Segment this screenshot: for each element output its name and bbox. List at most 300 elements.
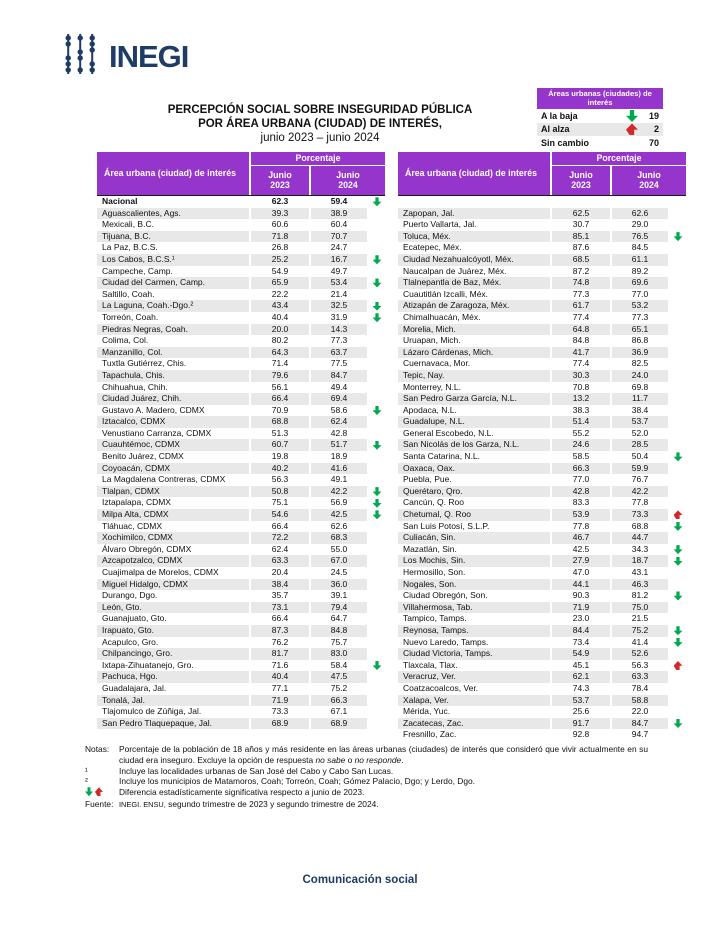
table-row bbox=[398, 219, 686, 231]
table-row bbox=[97, 567, 385, 579]
significant-decrease-arrow-icon bbox=[674, 545, 683, 554]
city-name-cell: Manzanillo, Col. bbox=[97, 347, 249, 359]
table-row bbox=[398, 579, 686, 591]
arrow-cell bbox=[369, 428, 385, 440]
significant-decrease-arrow-icon bbox=[373, 278, 382, 287]
table-row bbox=[97, 706, 385, 718]
value-2023-cell: 71.4 bbox=[271, 358, 289, 369]
value-2024-cell: 77.0 bbox=[631, 288, 649, 299]
value-2023-cell: 62.3 bbox=[271, 196, 289, 206]
value-2023-cell: 73.3 bbox=[271, 706, 289, 717]
table-row bbox=[97, 289, 385, 301]
month-label: Junio bbox=[268, 170, 292, 180]
city-name-cell: Benito Juárez, CDMX bbox=[102, 451, 184, 462]
arrow-cell bbox=[670, 254, 686, 266]
value-2023-cell: 70.9 bbox=[271, 404, 289, 415]
table-row bbox=[398, 463, 686, 475]
significant-decrease-arrow-icon bbox=[674, 232, 683, 241]
table-row bbox=[398, 439, 686, 451]
value-2023-cell: 70.8 bbox=[572, 381, 590, 392]
value-2023-cell: 73.1 bbox=[251, 602, 309, 614]
city-name-cell: Villahermosa, Tab. bbox=[398, 602, 550, 614]
value-2024-cell: 53.4 bbox=[311, 277, 367, 289]
value-2024-cell: 77.5 bbox=[330, 358, 348, 369]
value-2024-cell: 38.4 bbox=[631, 404, 649, 415]
value-2024-cell: 82.5 bbox=[631, 358, 649, 369]
table-row bbox=[97, 416, 385, 428]
significant-decrease-arrow-icon bbox=[674, 591, 683, 600]
note-row bbox=[85, 787, 648, 799]
value-2023-cell: 64.8 bbox=[552, 324, 610, 336]
value-2024-cell: 29.0 bbox=[631, 219, 649, 230]
value-2023-cell: 51.4 bbox=[552, 416, 610, 428]
significant-decrease-arrow-icon bbox=[674, 452, 683, 461]
arrow-cell bbox=[670, 266, 686, 278]
table-row bbox=[97, 451, 385, 463]
value-2023-cell: 68.9 bbox=[251, 718, 309, 730]
city-name-cell: Lázaro Cárdenas, Mich. bbox=[398, 347, 550, 359]
value-2023-cell: 64.3 bbox=[251, 347, 309, 359]
arrow-cell bbox=[670, 208, 686, 220]
arrow-cell bbox=[670, 370, 686, 382]
significant-decrease-arrow-icon bbox=[373, 441, 382, 450]
value-2024-cell: 39.1 bbox=[330, 590, 348, 601]
table-row bbox=[97, 486, 385, 498]
table-row bbox=[97, 231, 385, 243]
table-row bbox=[398, 625, 686, 637]
table-row bbox=[398, 497, 686, 509]
arrow-cell bbox=[670, 324, 686, 336]
value-2024-cell: 75.7 bbox=[330, 636, 348, 647]
summary-row bbox=[537, 123, 663, 137]
arrow-cell bbox=[369, 289, 385, 301]
arrow-cell bbox=[670, 637, 686, 649]
city-name-cell: Querétaro, Qro. bbox=[398, 486, 550, 498]
value-2023-cell: 81.7 bbox=[251, 648, 309, 660]
note-row bbox=[85, 744, 648, 766]
left-table-body bbox=[97, 195, 385, 729]
arrow-cell bbox=[369, 196, 385, 208]
value-2024-cell: 75.0 bbox=[612, 602, 668, 614]
table-row bbox=[97, 463, 385, 475]
value-2024-cell: 36.0 bbox=[311, 579, 367, 591]
table-row bbox=[398, 648, 686, 660]
table-row bbox=[398, 266, 686, 278]
arrow-cell bbox=[670, 660, 686, 672]
significant-increase-arrow-icon bbox=[674, 661, 683, 670]
arrow-cell bbox=[369, 347, 385, 359]
arrow-cell bbox=[670, 416, 686, 428]
value-2024-cell: 36.9 bbox=[612, 347, 668, 359]
arrow-cell bbox=[369, 706, 385, 718]
month-label: Junio bbox=[336, 170, 360, 180]
arrow-cell bbox=[369, 660, 385, 672]
significant-decrease-arrow-icon bbox=[373, 302, 382, 311]
arrow-cell bbox=[670, 451, 686, 463]
summary-box bbox=[537, 88, 663, 150]
value-2024-cell: 65.1 bbox=[612, 324, 668, 336]
column-header-junio-2024 bbox=[612, 166, 686, 195]
city-name-cell: Saltillo, Coah. bbox=[102, 288, 155, 299]
city-name-cell: Ciudad Juárez, Chih. bbox=[97, 393, 249, 405]
city-name-cell: Colima, Col. bbox=[102, 335, 149, 346]
city-name-cell: San Pedro Garza García, N.L. bbox=[398, 393, 550, 405]
table-row bbox=[97, 439, 385, 451]
significant-increase-arrow-icon bbox=[674, 510, 683, 519]
value-2024-cell: 68.9 bbox=[311, 718, 367, 730]
city-name-cell: Ciudad Obregón, Son. bbox=[403, 590, 488, 601]
city-name-cell: Torreón, Coah. bbox=[102, 311, 159, 322]
city-name-cell: Coyoacán, CDMX bbox=[97, 463, 249, 475]
value-2023-cell: 22.2 bbox=[271, 288, 289, 299]
value-2024-cell: 55.0 bbox=[330, 543, 348, 554]
table-row bbox=[398, 555, 686, 567]
note-text-segment: Porcentaje de la población de 18 años y más residente en las áreas urbanas (ciudades) de interés que consideró que vivir actualmente en su ciudad era inseguro. Excluye la opción de respuesta bbox=[119, 744, 648, 765]
note-text-segment: no sabe bbox=[315, 754, 346, 765]
value-2024-cell: 18.9 bbox=[330, 451, 348, 462]
significant-decrease-arrow-icon bbox=[373, 197, 382, 206]
value-2023-cell: 24.6 bbox=[552, 439, 610, 451]
table-row bbox=[398, 393, 686, 405]
significant-decrease-arrow-icon bbox=[373, 406, 382, 415]
city-name-cell: Tlajomulco de Zúñiga, Jal. bbox=[102, 706, 202, 717]
value-2023-cell: 72.2 bbox=[251, 532, 309, 544]
arrow-cell bbox=[369, 555, 385, 567]
city-name-cell: San Pedro Tlaquepaque, Jal. bbox=[97, 718, 249, 730]
value-2024-cell: 52.6 bbox=[612, 648, 668, 660]
value-2024-cell: 16.7 bbox=[311, 254, 367, 266]
arrow-cell bbox=[670, 532, 686, 544]
month-label: Junio bbox=[637, 170, 661, 180]
value-2024-cell: 58.8 bbox=[612, 695, 668, 707]
arrow-cell bbox=[670, 683, 686, 695]
value-2023-cell: 71.9 bbox=[251, 695, 309, 707]
value-2024-cell: 50.4 bbox=[631, 451, 649, 462]
arrow-cell bbox=[670, 695, 686, 707]
note-marker: Notas: bbox=[85, 744, 110, 754]
arrow-cell bbox=[670, 486, 686, 498]
title-line-2: POR ÁREA URBANA (CIUDAD) DE INTERÉS, bbox=[198, 118, 442, 130]
value-2024-cell: 84.8 bbox=[311, 625, 367, 637]
city-name-cell: Los Mochis, Sin. bbox=[398, 555, 550, 567]
significant-decrease-arrow-icon bbox=[373, 487, 382, 496]
table-row bbox=[97, 671, 385, 683]
value-2023-cell: 40.4 bbox=[271, 311, 289, 322]
table-row bbox=[97, 347, 385, 359]
value-2023-cell: 41.7 bbox=[552, 347, 610, 359]
table-row bbox=[398, 254, 686, 266]
arrow-cell bbox=[369, 463, 385, 475]
value-2023-cell: 83.3 bbox=[572, 497, 590, 508]
value-2023-cell: 40.2 bbox=[251, 463, 309, 475]
summary-row-label: A la baja bbox=[541, 110, 578, 121]
value-2023-cell: 54.9 bbox=[271, 265, 289, 276]
year-label: 2024 bbox=[338, 179, 358, 190]
city-name-cell: Zapopan, Jal. bbox=[398, 208, 550, 220]
value-2024-cell: 77.8 bbox=[631, 497, 649, 508]
table-row bbox=[398, 312, 686, 324]
title-line-1: PERCEPCIÓN SOCIAL SOBRE INSEGURIDAD PÚBLICA bbox=[167, 104, 473, 116]
city-name-cell: Zacatecas, Zac. bbox=[398, 718, 550, 730]
value-2024-cell: 46.3 bbox=[612, 579, 668, 591]
value-2024-cell: 21.5 bbox=[631, 613, 649, 624]
value-2024-cell: 18.7 bbox=[612, 555, 668, 567]
arrow-cell bbox=[670, 729, 686, 741]
arrow-cell bbox=[670, 544, 686, 556]
arrow-cell bbox=[369, 602, 385, 614]
value-2024-cell: 84.7 bbox=[612, 718, 668, 730]
value-2023-cell: 53.9 bbox=[552, 509, 610, 521]
city-name-cell: Azcapotzalco, CDMX bbox=[97, 555, 249, 567]
value-2023-cell: 62.1 bbox=[552, 671, 610, 683]
table-row bbox=[398, 289, 686, 301]
value-2024-cell: 86.8 bbox=[631, 335, 649, 346]
value-2024-cell: 24.5 bbox=[330, 567, 348, 577]
table-row bbox=[97, 312, 385, 324]
value-2023-cell: 23.0 bbox=[572, 613, 590, 624]
value-2023-cell: 66.4 bbox=[251, 393, 309, 405]
table-row bbox=[97, 300, 385, 312]
value-2024-cell: 42.8 bbox=[330, 427, 348, 438]
value-2023-cell: 13.2 bbox=[552, 393, 610, 405]
value-2023-cell: 68.5 bbox=[552, 254, 610, 266]
value-2024-cell: 69.4 bbox=[311, 393, 367, 405]
value-2023-cell: 58.5 bbox=[572, 451, 590, 462]
footer-communication: Comunicación social bbox=[302, 874, 418, 886]
arrow-cell bbox=[670, 335, 686, 347]
value-2024-cell: 34.3 bbox=[631, 543, 649, 554]
value-2024-cell: 77.3 bbox=[330, 335, 348, 346]
column-header-area: Área urbana (ciudad) de interés bbox=[398, 152, 550, 195]
table-row bbox=[97, 370, 385, 382]
table-row bbox=[97, 544, 385, 556]
year-label: 2024 bbox=[639, 179, 659, 190]
value-2023-cell: 85.1 bbox=[552, 231, 610, 243]
table-row bbox=[398, 324, 686, 336]
note-marker: ¹ bbox=[85, 765, 88, 776]
arrow-cell bbox=[670, 219, 686, 231]
value-2023-cell: 77.8 bbox=[572, 520, 590, 531]
city-name-cell: Irapuato, Gto. bbox=[97, 625, 249, 637]
arrow-cell bbox=[670, 405, 686, 417]
notes-block bbox=[85, 744, 648, 811]
table-row bbox=[97, 683, 385, 695]
city-name-cell: Nacional bbox=[102, 196, 138, 206]
city-name-cell: Tepic, Nay. bbox=[398, 370, 550, 382]
table-row bbox=[398, 358, 686, 370]
value-2024-cell: 70.7 bbox=[311, 231, 367, 243]
city-name-cell: Piedras Negras, Coah. bbox=[97, 324, 249, 336]
city-name-cell: Chihuahua, Chih. bbox=[102, 381, 168, 392]
table-row bbox=[97, 695, 385, 707]
arrow-cell bbox=[369, 219, 385, 231]
note-text-segment: Incluye las localidades urbanas de San José del Cabo y Cabo San Lucas. bbox=[119, 765, 394, 776]
city-name-cell: Monterrey, N.L. bbox=[403, 381, 461, 392]
value-2024-cell: 67.1 bbox=[330, 706, 348, 717]
table-row bbox=[97, 219, 385, 231]
value-2023-cell: 71.6 bbox=[271, 659, 289, 670]
table-row bbox=[97, 637, 385, 649]
note-text bbox=[119, 787, 648, 798]
table-row bbox=[97, 358, 385, 370]
column-header-junio-2023 bbox=[251, 166, 309, 195]
value-2023-cell: 66.4 bbox=[271, 613, 289, 624]
value-2023-cell: 79.6 bbox=[251, 370, 309, 382]
value-2023-cell: 77.3 bbox=[572, 288, 590, 299]
arrow-cell bbox=[369, 358, 385, 370]
table-row bbox=[398, 277, 686, 289]
table-row bbox=[398, 613, 686, 625]
city-name-cell: Atizapán de Zaragoza, Méx. bbox=[398, 300, 550, 312]
value-2024-cell: 75.2 bbox=[330, 682, 348, 693]
value-2023-cell: 87.3 bbox=[251, 625, 309, 637]
value-2023-cell: 38.4 bbox=[251, 579, 309, 591]
value-2024-cell: 32.5 bbox=[311, 300, 367, 312]
city-name-cell: Coatzacoalcos, Ver. bbox=[403, 682, 479, 693]
value-2024-cell: 63.3 bbox=[612, 671, 668, 683]
table-row bbox=[97, 266, 385, 278]
table-row bbox=[97, 208, 385, 220]
arrow-cell bbox=[670, 625, 686, 637]
value-2023-cell: 68.8 bbox=[251, 416, 309, 428]
arrow-cell bbox=[369, 266, 385, 278]
city-name-cell: Fresnillo, Zac. bbox=[403, 729, 457, 740]
city-name-cell: Mérida, Yuc. bbox=[403, 706, 451, 717]
city-name-cell: Santa Catarina, N.L. bbox=[403, 451, 481, 462]
value-2023-cell: 20.4 bbox=[271, 567, 289, 577]
value-2023-cell: 44.1 bbox=[552, 579, 610, 591]
city-name-cell: Guadalajara, Jal. bbox=[102, 682, 167, 693]
value-2024-cell: 42.2 bbox=[612, 486, 668, 498]
value-2024-cell: 69.8 bbox=[631, 381, 649, 392]
city-name-cell: Reynosa, Tamps. bbox=[398, 625, 550, 637]
value-2024-cell: 38.9 bbox=[311, 208, 367, 220]
table-row bbox=[398, 370, 686, 382]
city-name-cell: Venustiano Carranza, CDMX bbox=[102, 427, 212, 438]
city-name-cell: Veracruz, Ver. bbox=[398, 671, 550, 683]
arrow-cell bbox=[670, 590, 686, 602]
note-marker: ² bbox=[85, 776, 88, 787]
city-name-cell: Morelia, Mich. bbox=[398, 324, 550, 336]
arrow-cell bbox=[369, 312, 385, 324]
table-row bbox=[97, 242, 385, 254]
value-2023-cell: 62.4 bbox=[271, 543, 289, 554]
value-2024-cell: 67.0 bbox=[311, 555, 367, 567]
value-2024-cell: 59.9 bbox=[612, 463, 668, 475]
arrow-cell bbox=[670, 393, 686, 405]
value-2024-cell: 21.4 bbox=[330, 288, 348, 299]
value-2024-cell: 14.3 bbox=[311, 324, 367, 336]
significant-decrease-arrow-icon bbox=[674, 522, 683, 531]
value-2024-cell: 24.0 bbox=[612, 370, 668, 382]
arrow-cell bbox=[670, 602, 686, 614]
value-2024-cell: 49.7 bbox=[330, 265, 348, 276]
table-row bbox=[398, 671, 686, 683]
table-row bbox=[398, 695, 686, 707]
city-name-cell: Culiacán, Sin. bbox=[398, 532, 550, 544]
significant-decrease-arrow-icon bbox=[674, 557, 683, 566]
value-2023-cell: 92.8 bbox=[572, 729, 590, 740]
arrow-cell bbox=[670, 718, 686, 730]
column-header-junio-2023 bbox=[552, 166, 610, 195]
value-2023-cell: 50.8 bbox=[251, 486, 309, 498]
value-2023-cell: 20.0 bbox=[251, 324, 309, 336]
table-row bbox=[398, 521, 686, 533]
note-text-segment: no responde bbox=[354, 754, 402, 765]
right-table bbox=[398, 152, 686, 741]
value-2023-cell: 53.7 bbox=[552, 695, 610, 707]
arrow-cell bbox=[670, 521, 686, 533]
city-name-cell: Cuernavaca, Mor. bbox=[403, 358, 471, 369]
arrow-cell bbox=[369, 671, 385, 683]
value-2024-cell: 89.2 bbox=[631, 265, 649, 276]
city-name-cell: Cuauhtémoc, CDMX bbox=[97, 439, 249, 451]
arrow-cell bbox=[670, 648, 686, 660]
city-name-cell: Cancún, Q. Roo bbox=[403, 497, 464, 508]
significant-decrease-arrow-icon bbox=[373, 499, 382, 508]
city-name-cell: Tlalpan, CDMX bbox=[97, 486, 249, 498]
table-row bbox=[97, 196, 385, 208]
city-name-cell: Xochimilco, CDMX bbox=[97, 532, 249, 544]
note-text bbox=[119, 776, 648, 787]
value-2024-cell: 53.7 bbox=[612, 416, 668, 428]
table-row bbox=[398, 567, 686, 579]
significant-decrease-arrow-icon bbox=[674, 626, 683, 635]
table-row bbox=[97, 625, 385, 637]
arrow-cell bbox=[369, 497, 385, 509]
table-row bbox=[398, 637, 686, 649]
arrow-cell bbox=[670, 242, 686, 254]
value-2023-cell: 60.7 bbox=[251, 439, 309, 451]
value-2023-cell: 87.2 bbox=[572, 265, 590, 276]
arrow-cell bbox=[369, 393, 385, 405]
significant-increase-arrow-icon bbox=[626, 123, 638, 135]
arrow-cell bbox=[670, 382, 686, 394]
value-2024-cell: 47.5 bbox=[311, 671, 367, 683]
value-2024-cell: 66.3 bbox=[311, 695, 367, 707]
value-2024-cell: 64.7 bbox=[330, 613, 348, 624]
city-name-cell: San Luis Potosí, S.L.P. bbox=[403, 520, 490, 531]
value-2024-cell: 44.7 bbox=[612, 532, 668, 544]
table-row bbox=[398, 532, 686, 544]
column-header-junio-2024 bbox=[311, 166, 385, 195]
value-2024-cell: 84.7 bbox=[311, 370, 367, 382]
table-row bbox=[398, 347, 686, 359]
arrow-cell bbox=[369, 335, 385, 347]
value-2023-cell: 76.2 bbox=[271, 636, 289, 647]
arrow-cell bbox=[670, 312, 686, 324]
city-name-cell: Tláhuac, CDMX bbox=[102, 520, 162, 531]
city-name-cell: Milpa Alta, CDMX bbox=[97, 509, 249, 521]
value-2024-cell: 43.1 bbox=[631, 567, 649, 577]
city-name-cell: Miguel Hidalgo, CDMX bbox=[97, 579, 249, 591]
arrow-cell bbox=[369, 683, 385, 695]
arrow-cell bbox=[670, 231, 686, 243]
right-table-header bbox=[398, 152, 686, 195]
value-2023-cell: 26.8 bbox=[271, 242, 289, 253]
summary-row-value: 19 bbox=[648, 110, 659, 121]
city-name-cell: Hermosillo, Son. bbox=[403, 567, 466, 577]
arrow-cell bbox=[369, 521, 385, 533]
arrow-cell bbox=[369, 567, 385, 579]
note-row bbox=[85, 799, 648, 811]
table-row bbox=[398, 729, 686, 741]
value-2024-cell: 53.2 bbox=[612, 300, 668, 312]
value-2023-cell: 46.7 bbox=[552, 532, 610, 544]
city-name-cell: Pachuca, Hgo. bbox=[97, 671, 249, 683]
table-row bbox=[97, 335, 385, 347]
city-name-cell: Aguascalientes, Ags. bbox=[97, 208, 249, 220]
